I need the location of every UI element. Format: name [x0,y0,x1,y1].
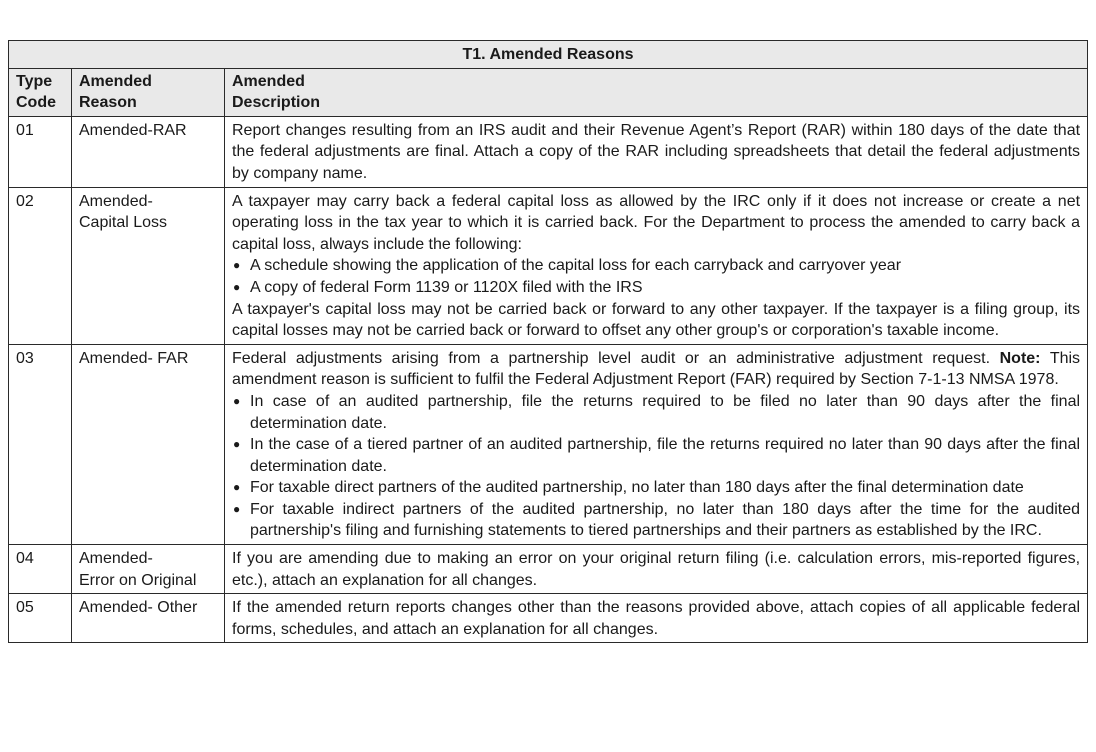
bullet-item: ● A schedule showing the application of the capital loss for each carryback and carryover year [232,255,1080,277]
reason-line: Error on Original [79,571,197,589]
table-row [9,594,1088,643]
bullet-list [232,391,1080,542]
reason-line: Capital Loss [79,214,168,232]
description-paragraph [232,348,1080,391]
type-code-cell: 02 [9,187,72,344]
header-amended-reason-line: Reason [79,94,137,112]
reason-cell [72,187,225,344]
description-cell [225,187,1088,344]
type-code-cell: 01 [9,116,72,187]
table-row [9,187,1088,344]
table-row [9,545,1088,594]
type-code-cell: 03 [9,344,72,544]
description-cell [225,594,1088,643]
table-title: T1. Amended Reasons [9,41,1088,69]
reason-line: Amended- Other [79,599,198,617]
header-amended-reason [72,68,225,116]
reason-line: Amended- FAR [79,349,189,367]
header-amended-description-line: Description [232,94,321,112]
amended-reasons-table-container [8,40,1087,643]
header-amended-reason-line: Amended [79,72,152,90]
type-code-cell: 04 [9,545,72,594]
bullet-item: ● In case of an audited partnership, file the returns required to be filed no later than 90 days after the final determination date. [232,391,1080,434]
reason-cell [72,545,225,594]
header-type-code-line: Type [16,72,53,90]
note-label: Note: [999,349,1041,367]
description-cell [225,344,1088,544]
description-cell [225,116,1088,187]
bullet-item: ● A copy of federal Form 1139 or 1120X filed with the IRS [232,277,1080,299]
bullet-item: ● For taxable indirect partners of the audited partnership, no later than 180 days after the time for the audited partnership's filing and furnishing statements to tiered partnerships and their partners as established by the IRC. [232,499,1080,542]
bullet-list [232,255,1080,298]
reason-cell [72,594,225,643]
reason-line: Amended- [79,192,153,210]
reason-cell [72,344,225,544]
table-row [9,116,1088,187]
description-text: Report changes resulting from an IRS audit and their Revenue Agent’s Report (RAR) within 180 days of the date that the federal adjustments are final. Attach a copy of the RAR including spreadsheets that detail the federal adjustments by company name. [232,121,1081,182]
note-text: This amendment reason is sufficient to fulfil the Federal Adjustment Report (FAR) required by Section 7-1-13 NMSA 1978. [232,349,1081,389]
description-text: If the amended return reports changes other than the reasons provided above, attach copies of all applicable federal forms, schedules, and attach an explanation for all changes. [232,599,1081,638]
bullet-item: ● For taxable direct partners of the audited partnership, no later than 180 days after the final determination date [232,477,1080,499]
header-amended-description [225,68,1088,116]
table-title-row [9,41,1088,69]
description-text: If you are amending due to making an error on your original return filing (i.e. calculation errors, mis-reported figures, etc.), attach an explanation for all changes. [232,550,1081,589]
header-type-code-line: Code [16,94,56,112]
table-row [9,344,1088,544]
type-code-cell: 05 [9,594,72,643]
description-text: A taxpayer's capital loss may not be carried back or forward to any other taxpayer. If the taxpayer is a filing group, its capital losses may not be carried back or forward to offset any other group's or corporation's taxable income. [232,300,1081,340]
reason-cell [72,116,225,187]
header-type-code [9,68,72,116]
column-header-row [9,68,1088,116]
reason-line: Amended- [79,550,153,568]
reason-line: Amended-RAR [79,121,187,139]
description-text: Federal adjustments arising from a partnership level audit or an administrative adjustment request. [232,349,991,367]
description-text: A taxpayer may carry back a federal capital loss as allowed by the IRC only if it does not increase or create a net operating loss in the tax year to which it is carried back. For the Department to process the amended to carry back a capital loss, always include the following: [232,192,1081,253]
bullet-item: ● In the case of a tiered partner of an audited partnership, file the returns required no later than 90 days after the final determination date. [232,434,1080,477]
header-amended-description-line: Amended [232,72,305,90]
amended-reasons-table [8,40,1088,643]
description-cell [225,545,1088,594]
